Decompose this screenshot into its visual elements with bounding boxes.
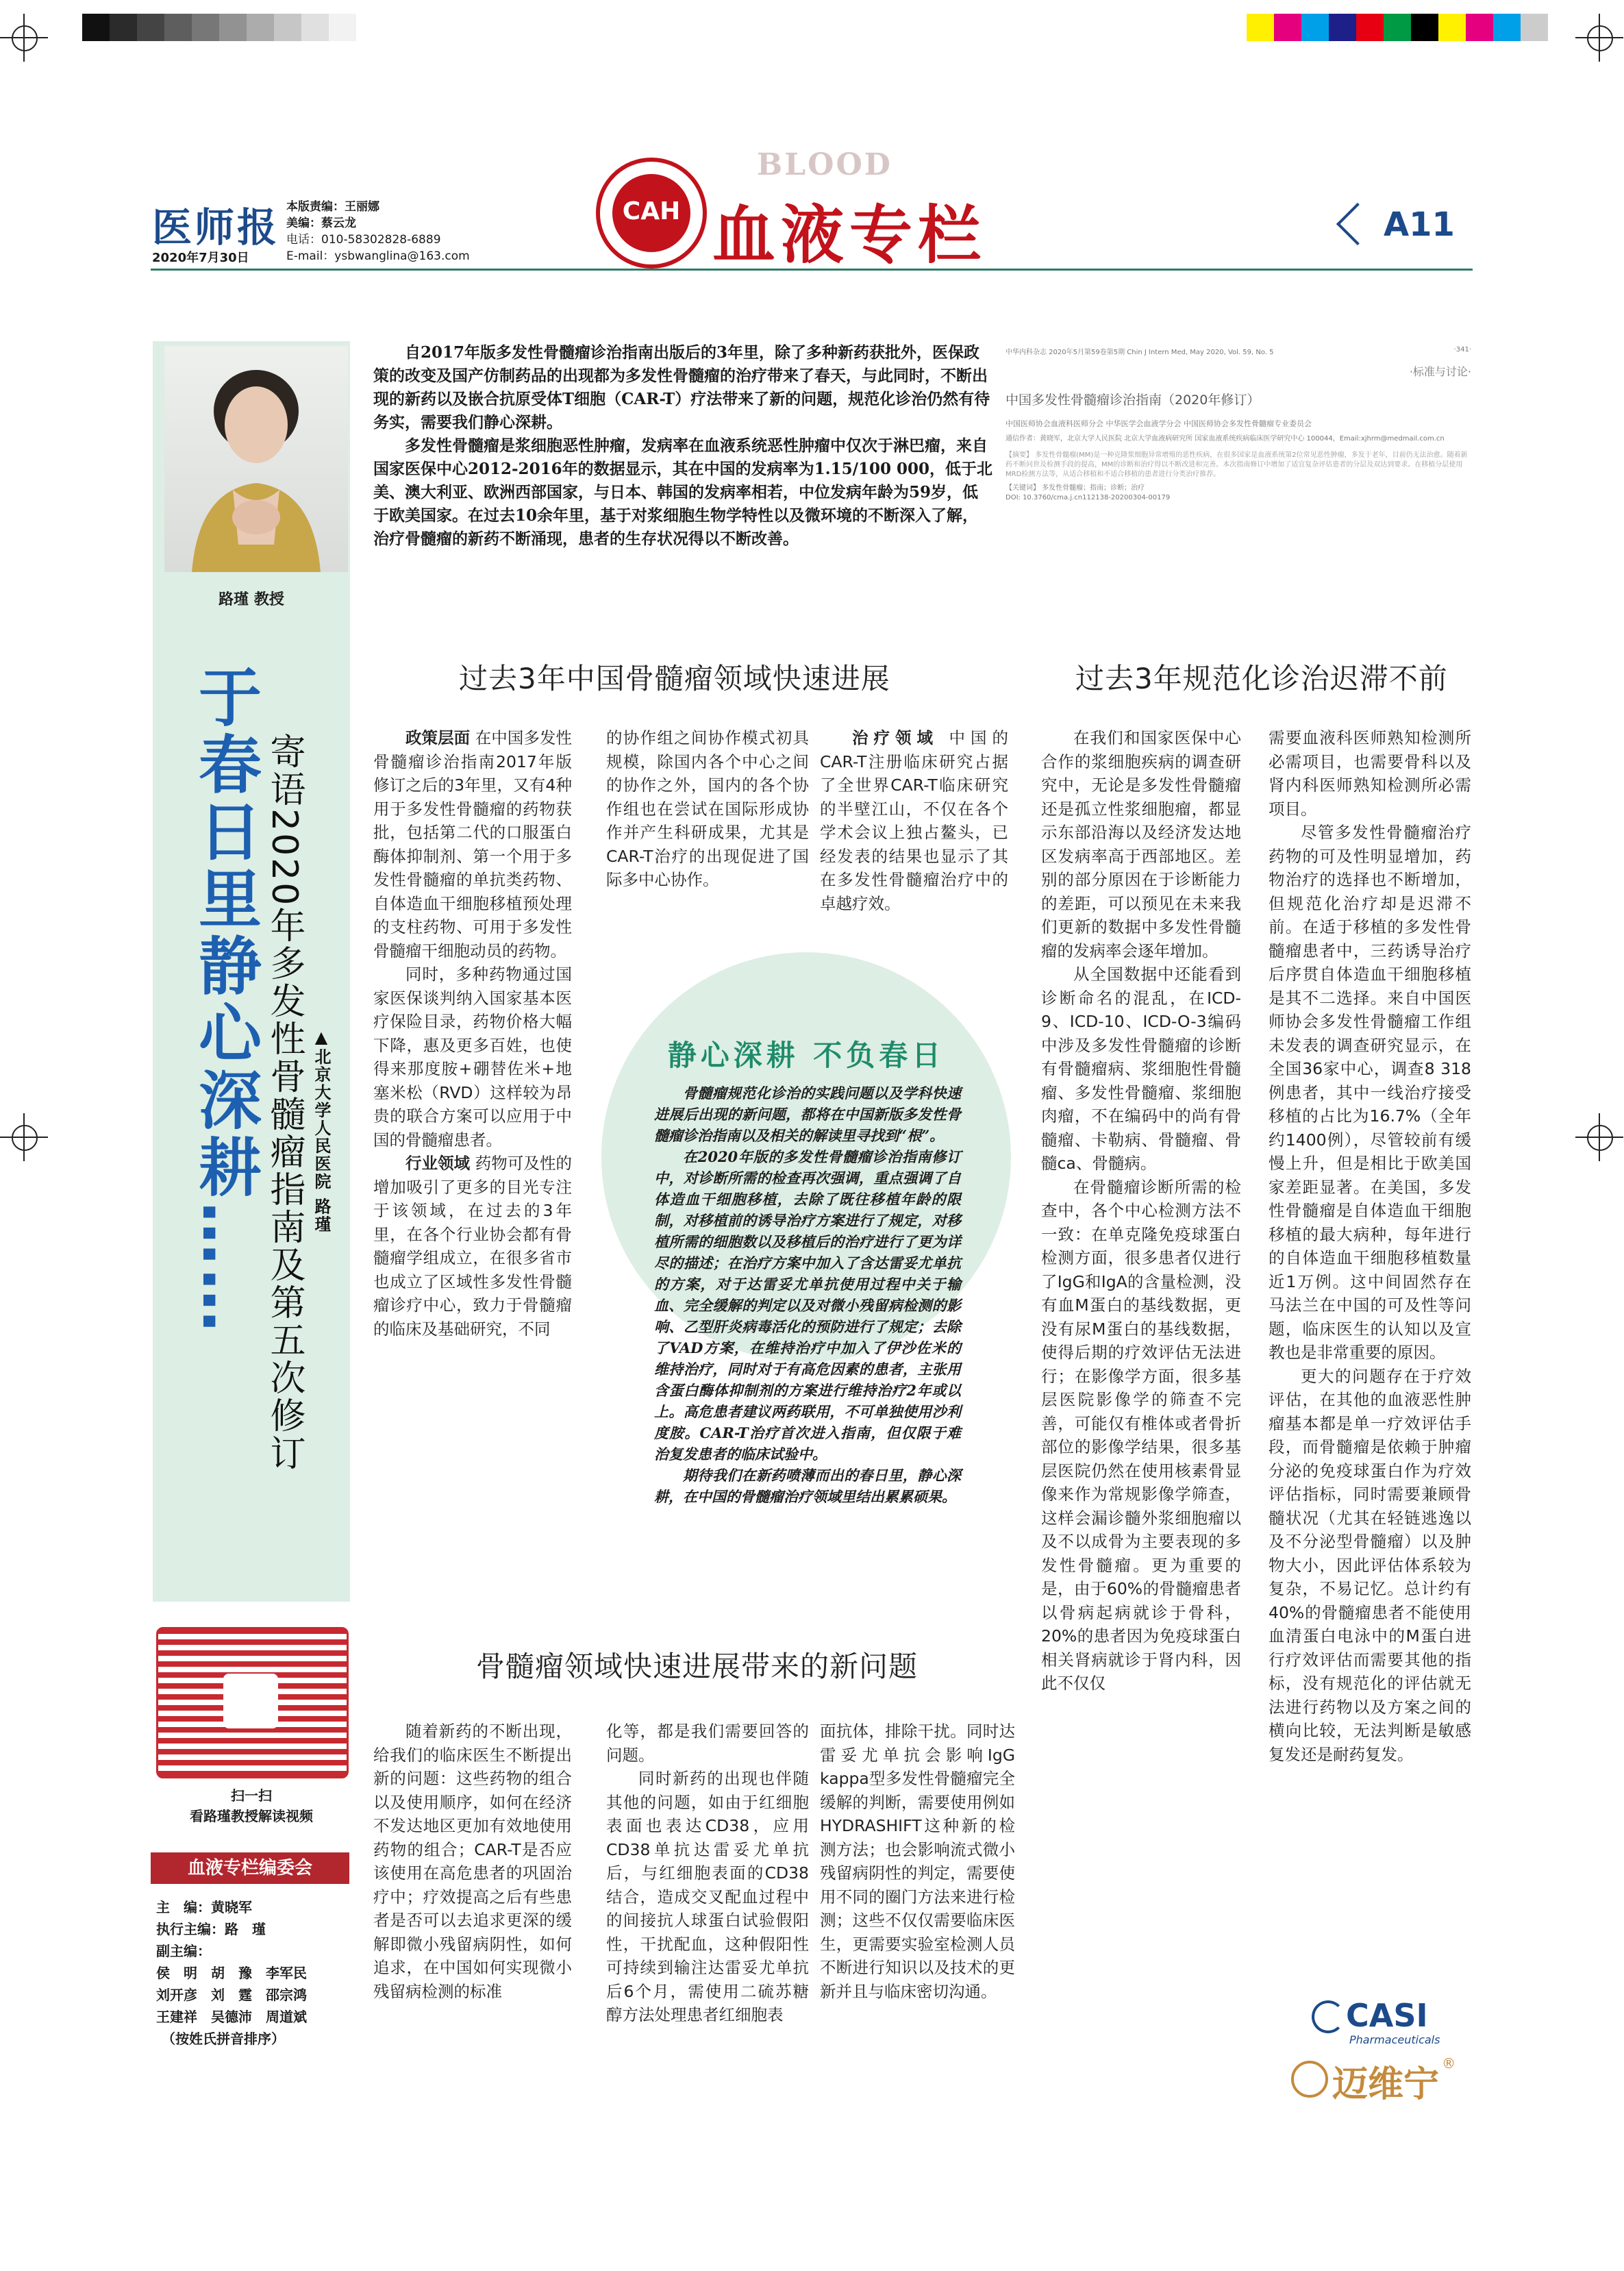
color-bar bbox=[1247, 14, 1548, 41]
casi-sub: Pharmaceuticals bbox=[1349, 2033, 1440, 2046]
intro-paragraph: 自2017年版多发性骨髓瘤诊治指南出版后的3年里，除了多种新药获批外，医保政策的改变及国产仿制药品的出现都为多发性骨髓瘤的治疗带来了春天，与此同时，不断出现的新药以及嵌合抗原受体T细胞（CAR-T）疗法带来了新的问题，规范化诊治仍然有待务实，需要我们静心深耕。 bbox=[373, 343, 990, 432]
paragraph: 在中国多发性骨髓瘤诊治指南2017年版修订之后的3年里，又有4种用于多发性骨髓瘤的药物获批，包括第二代的口服蛋白酶体抑制剂、第一个用于多发性骨髓瘤的单抗类药物、自体造血干细胞移植预处理的支柱药物、可用于多发性骨髓瘤干细胞动员的药物。 bbox=[373, 728, 573, 960]
qr-caption: 看路瑾教授解读视频 bbox=[190, 1808, 313, 1824]
newspaper-name: 医师报 bbox=[152, 204, 280, 251]
paragraph: 尽管多发性骨髓瘤治疗药物的可及性明显增加，药物治疗的选择也不断增加，但规范化治疗却是迟滞不前。在适于移植的多发性骨髓瘤患者中，三药诱导治疗后序贯自体造血干细胞移植是其不二选择。来自中国医师协会多发性骨髓瘤工作组未发表的调查研究显示，在全国36家中心，调查8 318例患者，其中一线治疗接受移植的占比为16.7%（全年约1400例），尽管较前有缓慢上升，但是相比于欧美国家差距显著。在美国，多发性骨髓瘤是自体造血干细胞移植的最大病种，每年进行的自体造血干细胞移植数量近1万例。这中间固然存在马法兰在中国的可及性等问题，临床医生的认知以及宣教也是非常重要的原因。 bbox=[1269, 823, 1471, 1362]
thumb-section: ·标准与讨论· bbox=[1409, 365, 1471, 378]
email-line: E-mail：ysbwanglina@163.com bbox=[286, 249, 470, 263]
section3-column-2 bbox=[606, 1720, 809, 2103]
section3-column-1 bbox=[373, 1720, 572, 2103]
paragraph: 同时，多种药物通过国家医保谈判纳入国家基本医疗保险目录，药物价格大幅下降，惠及更多百姓，也使得来那度胺+硼替佐米+地塞米松（RVD）这样较为昂贵的联合方案可以应用于中国的骨髓瘤患者。 bbox=[373, 965, 572, 1150]
board-label: 副主编： bbox=[156, 1943, 211, 1959]
grayscale-bar bbox=[82, 14, 356, 41]
thumb-orgs: 中国医师协会血液科医师分会 中华医学会血液学分会 中国医师协会多发性骨髓瘤专业委员会 bbox=[1005, 419, 1312, 428]
lead-in: 政策层面 bbox=[405, 728, 471, 747]
section3-column-3 bbox=[820, 1720, 1015, 2103]
paragraph: 更大的问题存在于疗效评估，在其他的血液恶性肿瘤基本都是单一疗效评估手段，而骨髓瘤是依赖于肿瘤分泌的免疫球蛋白作为疗效评估指标，同时需要兼顾骨髓状况（尤其在轻链逃逸以及不分泌型骨髓瘤）以及肿物大小，因此评估体系较为复杂，不易记忆。总计约有40%的骨髓瘤患者不能使用血清蛋白电泳中的M蛋白进行疗效评估而需要其他的指标，没有规范化的评估就无法进行药物以及方案之间的横向比较，无法判断是敏感复发还是耐药复发。 bbox=[1269, 1366, 1471, 1764]
paragraph: 需要血液科医师熟知检测所必需项目，也需要骨科以及肾内科医师熟知检测所必需项目。 bbox=[1269, 728, 1471, 819]
lead-in: 行业领域 bbox=[405, 1154, 471, 1173]
thumb-doi: DOI: 10.3760/cma.j.cn112138-20200304-00179 bbox=[1005, 494, 1171, 501]
callout-paragraph: 骨髓瘤规范化诊治的实践问题以及学科快速进展后出现的新问题，都将在中国新版多发性骨髓瘤诊治指南以及相关的解读里寻找到“根”。 bbox=[654, 1084, 961, 1144]
paragraph: 随着新药的不断出现，给我们的临床医生不断提出新的问题：这些药物的组合以及使用顺序，如何在经济不发达地区更加有效地使用药物的组合；CAR-T是否应该使用在高危患者的巩固治疗中；疗效提高之后有些患者是否可以去追求更深的缓解即微小残留病阴性，如何追求，在中国如何实现微小残留病检测的标准 bbox=[373, 1722, 572, 2001]
paragraph: 药物可及性的增加吸引了更多的目光专注于该领域，在过去的3年里，在各个行业协会都有骨髓瘤学组成立，在很多省市也成立了区域性多发性骨髓瘤诊疗中心，致力于骨髓瘤的临床及基础研究，不同 bbox=[373, 1154, 573, 1339]
casi-logo-icon bbox=[1312, 2000, 1345, 2033]
board-names: 路 瑾 bbox=[225, 1921, 266, 1937]
column-title: 血液专栏 bbox=[712, 199, 987, 272]
designer-line: 美编：蔡云龙 bbox=[286, 216, 356, 230]
board-names: 王建祥 吴德沛 周道斌 bbox=[156, 2009, 307, 2025]
paragraph: 面抗体，排除干扰。同时达雷妥尤单抗会影响IgG kappa型多发性骨髓瘤完全缓解的判断，需要使用例如HYDRASHIFT这种新的检测方法；也会影响流式微小残留病阴性的判定，需要使用不同的圈门方法来进行检测；这些不仅仅需要临床医生，更需要实验室检测人员不断进行知识以及技术的更新并且与临床密切沟通。 bbox=[820, 1722, 1015, 2001]
header-info bbox=[286, 199, 470, 264]
brand-reg: ® bbox=[1442, 2055, 1456, 2072]
main-title: 于春日里静心深耕…… bbox=[188, 665, 262, 1336]
callout-text bbox=[654, 1082, 961, 1505]
paragraph: 在骨髓瘤诊断所需的检查中，各个中心检测方法不一致：在单克隆免疫球蛋白检测方面，很多患者仅进行了IgG和IgA的含量检测，没有血M蛋白的基线数据，更没有尿M蛋白的基线数据，使得后期的疗效评估无法进行；在影像学方面，很多基层医院影像学的筛查不完善，可能仅有椎体或者骨折部位的影像学结果，很多基层医院仍然在使用核素骨显像来作为常规影像学筛查，这样会漏诊髓外浆细胞瘤以及不以成骨为主要表现的多发性骨髓瘤。更为重要的是，由于60%的骨髓瘤患者以骨病起病就诊于骨科，20%的患者因为免疫球蛋白相关肾病就诊于肾内科，因此不仅仅 bbox=[1041, 1177, 1241, 1693]
photo-caption: 路瑾 教授 bbox=[218, 591, 284, 608]
board-note: （按姓氏拼音排序） bbox=[162, 2031, 285, 2047]
page-number: A11 bbox=[1384, 206, 1455, 244]
section-title: 骨髓瘤领域快速进展带来的新问题 bbox=[476, 1650, 919, 1683]
paragraph: 同时新药的出现也伴随其他的问题，如由于红细胞表面也表达CD38，应用CD38单抗达雷妥尤单抗后，与红细胞表面的CD38结合，造成交叉配血过程中的间接抗人球蛋白试验假阳性，干扰配血，这种假阳性可持续到输注达雷妥尤单抗后6个月，需使用二硫苏糖醇方法处理患者红细胞表 bbox=[606, 1769, 809, 2024]
section1-column-3 bbox=[820, 726, 1008, 915]
registration-mark bbox=[1575, 14, 1623, 62]
board-names: 刘开彦 刘 霆 邵宗鸿 bbox=[156, 1987, 307, 2003]
thumb-header bbox=[1005, 346, 1471, 356]
brand-name: 迈维宁 bbox=[1332, 2064, 1440, 2105]
callout-title: 静心深耕 不负春日 bbox=[667, 1039, 945, 1072]
paragraph: 的协作组之间协作模式初具规模，除国内各个中心之间的协作之外，国内的各个协作组也在尝试在国际形成协作并产生科研成果，尤其是CAR-T治疗的出现促进了国际多中心协作。 bbox=[606, 728, 809, 889]
qr-caption: 扫一扫 bbox=[231, 1787, 272, 1804]
paragraph: 化等，都是我们需要回答的问题。 bbox=[606, 1722, 809, 1765]
board-title: 血液专栏编委会 bbox=[151, 1852, 349, 1884]
section2-column-2 bbox=[1269, 726, 1471, 1774]
section2-column-1 bbox=[1041, 726, 1241, 1795]
brand-logo-icon bbox=[1291, 2061, 1328, 2098]
registration-mark bbox=[0, 1113, 48, 1161]
subtitle: 寄语2020年多发性骨髓瘤指南及第五次修订 bbox=[264, 733, 305, 1473]
thumb-journal: 中华内科杂志 2020年5月第59卷第5期 Chin J Intern Med, May 2020, Vol. 59, No. 5 bbox=[1005, 349, 1274, 356]
thumb-title: 中国多发性骨髓瘤诊治指南（2020年修订） bbox=[1005, 393, 1260, 408]
intro-text bbox=[373, 341, 993, 551]
lead-in: 治疗领域 bbox=[852, 728, 939, 747]
callout-paragraph: 期待我们在新药喷薄而出的春日里，静心深耕，在中国的骨髓瘤治疗领域里结出累累硕果。 bbox=[654, 1467, 961, 1505]
paragraph: 从全国数据中还能看到诊断命名的混乱，在ICD-9、ICD-10、ICD-O-3编码中涉及多发性骨髓瘤的诊断有骨髓瘤病、浆细胞性骨髓瘤、多发性骨髓瘤、浆细胞肉瘤，不在编码中的尚有骨髓瘤、卡勒病、骨髓瘤、骨髓ca、骨髓病。 bbox=[1041, 965, 1241, 1173]
board-label: 执行主编： bbox=[156, 1921, 225, 1937]
thumb-abstract: 【摘要】 多发性骨髓瘤(MM)是一种克隆浆细胞异常增殖的恶性疾病，在很多国家是血液系统第2位常见恶性肿瘤，多发于老年，目前仍无法治愈。随着新药不断问世及检测手段的提高，MM的诊断和治疗得以不断改进和完善。本次指南修订中增加了适宜复杂评估患者的分层及双达到要求。在移植分层使用MRD检测方法等，从适合移植和不适合移植的患者进行分类治疗推荐。 bbox=[1005, 451, 1468, 478]
guideline-thumbnail bbox=[1005, 346, 1471, 596]
blood-word: BLOOD bbox=[757, 147, 892, 182]
casi-logo: CASI bbox=[1346, 1997, 1428, 2034]
thumb-keywords: 【关键词】 多发性骨髓瘤；指南；诊断；治疗 bbox=[1005, 484, 1145, 492]
editorial-board bbox=[156, 1896, 355, 2050]
issue-date: 2020年7月30日 bbox=[152, 251, 249, 265]
callout-paragraph: 在2020年版的多发性骨髓瘤诊治指南修订中，对诊断所需的检查再次强调，重点强调了自体造血干细胞移植，去除了既往移植年龄的限制，对移植前的诱导治疗方案进行了规定，对移植所需的细胞数以及移植后的治疗进行了更为详尽的描述；在治疗方案中加入了含达雷妥尤单抗的方案，对于达雷妥尤单抗使用过程中关于输血、完全缓解的判定以及对微小残留病检测的影响、乙型肝炎病毒活化的预防进行了规定；去除了VAD方案，在维持治疗中加入了伊沙佐米的维持治疗，同时对于有高危因素的患者，主张用含蛋白酶体抑制剂的方案进行维持治疗2年或以上。高危患者建议两药联用，不可单独使用沙利度胺。CAR-T治疗首次进入指南，但仅限于难治复发患者的临床试验中。 bbox=[654, 1148, 961, 1463]
section-title: 过去3年规范化诊治迟滞不前 bbox=[1075, 662, 1448, 695]
chevron-left-icon bbox=[1336, 203, 1379, 245]
registration-mark bbox=[1575, 1113, 1623, 1161]
cah-logo bbox=[596, 158, 707, 269]
portrait-image bbox=[164, 346, 348, 572]
intro-paragraph: 多发性骨髓瘤是浆细胞恶性肿瘤，发病率在血液系统恶性肿瘤中仅次于淋巴瘤，来自国家医保中心2012-2016年的数据显示，其在中国的发病率为1.15/100 000，低于北美、澳大利亚、欧洲西部国家，与日本、韩国的发病率相若，中位发病年龄为59岁，低于欧美国家。在过去10余年里，基于对浆细胞生物学特性以及微环境的不断深入了解，治疗骨髓瘤的新药不断涌现，患者的生存状况得以不断改善。 bbox=[373, 436, 993, 548]
paragraph: 在我们和国家医保中心合作的浆细胞疾病的调查研究中，无论是多发性骨髓瘤还是孤立性浆细胞瘤，都显示东部沿海以及经济发达地区发病率高于西部地区。差别的部分原因在于诊断能力的差距，可以预见在未来我们更新的数据中多发性骨髓瘤的发病率会逐年增加。 bbox=[1041, 728, 1241, 960]
author-photo bbox=[164, 346, 348, 572]
section1-column-1 bbox=[373, 726, 572, 1341]
qr-code[interactable] bbox=[156, 1627, 349, 1778]
editor-line: 本版责编：王丽娜 bbox=[286, 200, 379, 214]
author-line: ▲北京大学人民医院 路瑾 bbox=[312, 1028, 331, 1234]
thumb-page: ·341· bbox=[1453, 346, 1471, 353]
paragraph: 中国的CAR-T注册临床研究占据了全世界CAR-T临床研究的半壁江山，不仅在各个学术会议上独占鳌头，已经发表的结果也显示了其在多发性骨髓瘤治疗中的卓越疗效。 bbox=[820, 728, 1009, 913]
phone-line: 电话：010-58302828-6889 bbox=[286, 233, 441, 247]
board-label: 主 编： bbox=[156, 1899, 211, 1915]
registration-mark bbox=[0, 14, 48, 62]
board-names: 黄晓军 bbox=[211, 1899, 252, 1915]
board-names: 侯 明 胡 豫 李军民 bbox=[156, 1965, 307, 1981]
thumb-contact: 通信作者：黄晓军，北京大学人民医院 北京大学血液病研究所 国家血液系统疾病临床医学研究中心 100044，Email:xjhrm@medmail.com.cn bbox=[1005, 435, 1445, 443]
section-title: 过去3年中国骨髓瘤领域快速进展 bbox=[459, 662, 890, 695]
section1-column-2 bbox=[606, 726, 809, 892]
logo-text: CAH bbox=[622, 197, 681, 225]
